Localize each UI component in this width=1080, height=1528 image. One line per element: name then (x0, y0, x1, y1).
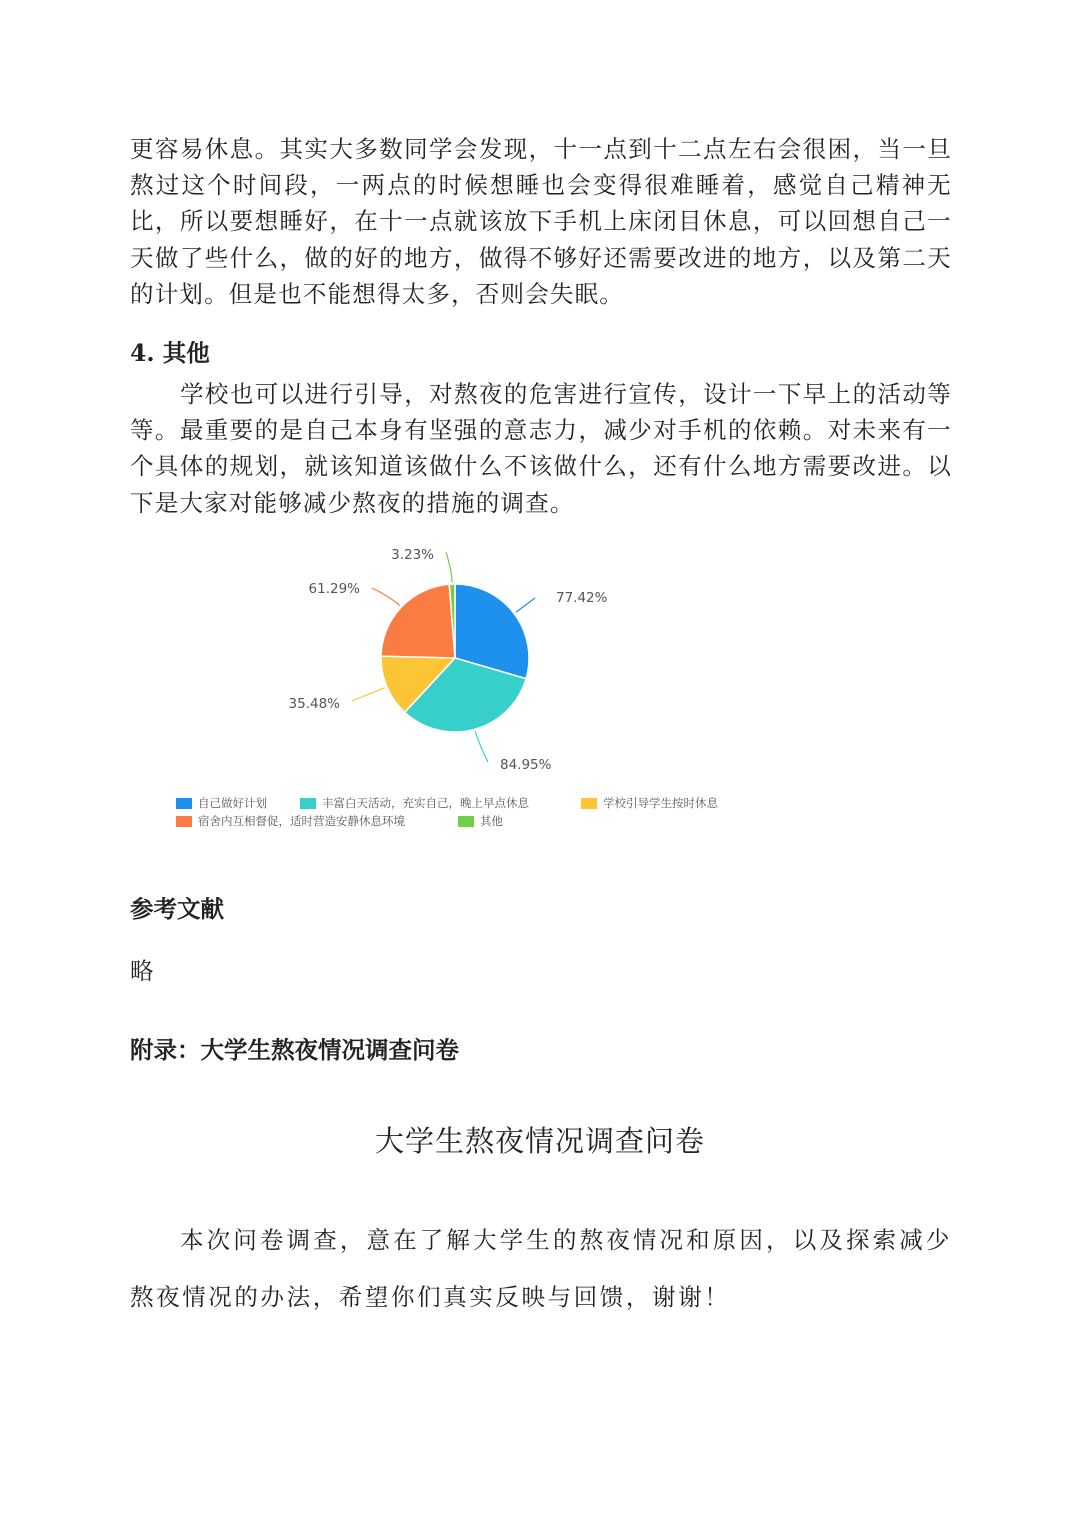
data-label-daytime: 84.95% (500, 757, 552, 773)
legend-swatch-school (581, 798, 597, 809)
leader-line-daytime (475, 731, 488, 762)
legend-label-daytime: 丰富白天活动，充实自己，晚上早点休息 (322, 796, 529, 810)
data-label-plan: 77.42% (556, 590, 608, 606)
appendix-heading: 附录：大学生熬夜情况调查问卷 (130, 1036, 459, 1064)
legend-swatch-daytime (300, 798, 316, 809)
legend-swatch-other (458, 816, 474, 827)
legend-label-school: 学校引导学生按时休息 (603, 796, 718, 810)
legend-swatch-plan (176, 798, 192, 809)
leader-line-school (352, 688, 385, 701)
legend-item-other (458, 813, 503, 829)
leader-line-plan (516, 598, 535, 612)
legend-item-school (581, 795, 718, 811)
legend-label-plan: 自己做好计划 (198, 796, 267, 810)
leader-line-dorm (372, 588, 400, 606)
section-heading-other: 4. 其他 (130, 339, 210, 367)
pie-chart (0, 530, 1080, 840)
questionnaire-intro: 本次问卷调查，意在了解大学生的熬夜情况和原因，以及探索减少熬夜情况的办法，希望你们真实反映与回馈，谢谢！ (130, 1226, 952, 1311)
questionnaire-title: 大学生熬夜情况调查问卷 (374, 1124, 705, 1158)
legend-swatch-dorm (176, 816, 192, 827)
pie-slices (381, 584, 529, 732)
references-heading: 参考文献 (130, 895, 224, 923)
legend-item-dorm (176, 813, 405, 829)
leader-line-other (446, 552, 452, 582)
legend-label-dorm: 宿舍内互相督促，适时营造安静休息环境 (198, 814, 405, 828)
data-label-school: 35.48% (288, 696, 340, 712)
legend-item-plan (176, 795, 267, 811)
legend-item-daytime (300, 795, 529, 811)
data-label-dorm: 61.29% (308, 581, 360, 597)
references-content: 略 (130, 957, 154, 985)
body-paragraph-sleep-advice: 更容易休息。其实大多数同学会发现，十一点到十二点左右会很困，当一旦熬过这个时间段，一两点的时候想睡也会变得很难睡着，感觉自己精神无比，所以要想睡好，在十一点就该放下手机上床闭目休息，可以回想自己一天做了些什么，做的好的地方，做得不够好还需要改进的地方，以及第二天的计划。但是也不能想得太多，否则会失眠。 (130, 135, 952, 308)
pie-slice-dorm (381, 584, 455, 658)
legend-label-other: 其他 (480, 814, 503, 828)
body-paragraph-measures: 学校也可以进行引导，对熬夜的危害进行宣传，设计一下早上的活动等等。最重要的是自己本身有坚强的意志力，减少对手机的依赖。对未来有一个具体的规划，就该知道该做什么不该做什么，还有什么地方需要改进。以下是大家对能够减少熬夜的措施的调查。 (130, 380, 952, 517)
data-label-other: 3.23% (391, 547, 434, 563)
